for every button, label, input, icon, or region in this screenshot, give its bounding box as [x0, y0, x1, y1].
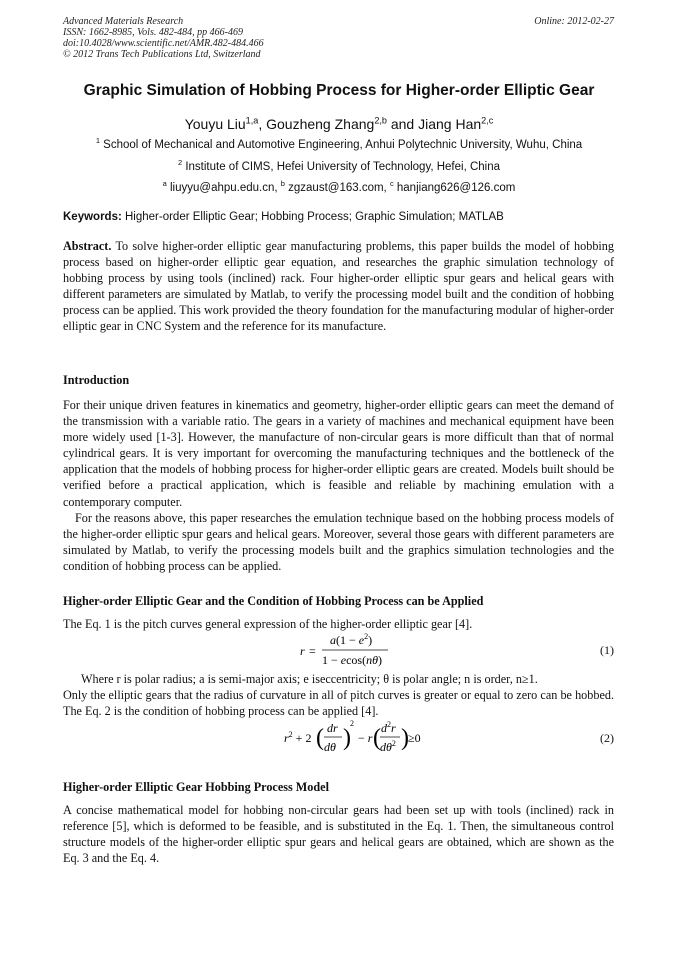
- author-3: Jiang Han: [418, 116, 482, 132]
- introduction-paragraph-1: For their unique driven features in kinematics and geometry, higher-order elliptic gears can meet the demand of the transmission with a variable ratio. The gears in a variety of machines and mechanical equipment have been more widely used [1-3]. However, the manufacture of non-circular gears is more difficult than that of normal cylindrical gears. It is very important for overcoming the manufacturing techniques and the bottleneck of the application that the models of hobbing process for higher-order elliptic gears are created. Models built should be verified before a practical application, which is feasible and reliable by machining emulation with a contemporary computer.: [63, 398, 614, 509]
- section-heading-hobbing-condition: Higher-order Elliptic Gear and the Condition of Hobbing Process can be Applied: [63, 594, 484, 608]
- paper-title: Graphic Simulation of Hobbing Process for Higher-order Elliptic Gear: [83, 82, 595, 99]
- affiliation-2-text: Institute of CIMS, Hefei University of Technology, Hefei, China: [185, 161, 501, 173]
- svg-text:− r: − r: [358, 731, 373, 745]
- affiliation-2: [0, 158, 678, 173]
- equation-2: [284, 718, 424, 760]
- section3-paragraph-1: A concise mathematical model for hobbing non-circular gears had been set up with tools (inclined) rack in reference [5], which is deformed to be feasible, and is substituted in the Eq. 1. Then, the simultaneous control structure models of the higher-order elliptic spur gears and helical gears are obtained, which are shown as the Eq. 3 and the Eq. 4.: [63, 803, 614, 866]
- affiliation-1-marker: 1: [95, 136, 100, 146]
- svg-text:2: 2: [350, 719, 354, 728]
- issn-line: ISSN: 1662-8985, Vols. 482-484, pp 466-469: [63, 27, 243, 38]
- online-date: Online: 2012-02-27: [534, 16, 614, 27]
- svg-text:): ): [343, 725, 351, 751]
- svg-text:1 − ecos(nθ): 1 − ecos(nθ): [322, 653, 383, 667]
- introduction-paragraph-2: For the reasons above, this paper researches the emulation technique based on the hobbing process models of the higher-order elliptic spur gears and helical gears. Moreover, several those gears with different parameters are simulated by Matlab, to verify the processing models built and the graphics simulation technologies and the condition of hobbing process can be applied.: [63, 511, 614, 574]
- svg-text:): ): [401, 725, 409, 751]
- email-c: hanjiang626@126.com: [396, 182, 516, 194]
- equation-1-explanation: [63, 671, 614, 719]
- email-a: liuyyu@ahpu.edu.cn,: [170, 182, 281, 194]
- keywords-label: Keywords:: [63, 211, 122, 223]
- section-heading-hobbing-model: Higher-order Elliptic Gear Hobbing Process Model: [63, 780, 329, 794]
- author-1-affil: 1,a: [245, 115, 259, 126]
- svg-text:dθ2: $d\theta^2$: [380, 739, 396, 754]
- affiliation-2-marker: 2: [177, 158, 183, 168]
- affiliation-1-text: School of Mechanical and Automotive Engineering, Anhui Polytechnic University, Wuhu, China: [103, 139, 583, 151]
- copyright-line: © 2012 Trans Tech Publications Ltd, Switzerland: [63, 49, 261, 60]
- svg-text:dr: dr: [327, 721, 338, 735]
- svg-text:r2 + 2: $r^2 + 2$: [284, 730, 312, 745]
- doi-line: doi:10.4028/www.scientific.net/AMR.482-484.466: [63, 38, 264, 49]
- svg-text:r: r: [300, 644, 305, 658]
- section-heading-introduction: Introduction: [63, 373, 130, 387]
- author-separator: ,: [258, 116, 267, 132]
- abstract-text: To solve higher-order elliptic gear manufacturing problems, this paper builds the model of hobbing process based on higher-order elliptic gear equation, and researches the graphic simulation technology of hobbing process by using tools (inclined) rack. Four higher-order elliptic spur gears and helical gears with different parameters are simulated by Matlab, to verify the processing model built and the condition of hobbing process can be applied. This work provided the theory foundation for the manufacturing modular of higher-order elliptic gear in CNC System and the reference for its manufacture.: [63, 239, 614, 334]
- abstract: [63, 238, 614, 335]
- svg-text:a(1 − e2): $a(1 - e^2)$: [330, 632, 373, 647]
- svg-text:(: (: [373, 725, 381, 751]
- email-c-marker: c: [389, 179, 394, 189]
- svg-text:d2r: $d^2r$: [381, 720, 396, 735]
- author-1: Youyu Liu: [184, 116, 246, 132]
- svg-text:=: =: [309, 644, 316, 658]
- equation-1-number: (1): [600, 643, 614, 657]
- where-text: Where r is polar radius; a is semi-major axis; e iseccentricity; θ is polar angle; n is order, n≥1.: [81, 672, 538, 686]
- author-separator: and: [386, 116, 419, 132]
- keywords-text: Higher-order Elliptic Gear; Hobbing Process; Graphic Simulation; MATLAB: [125, 211, 504, 223]
- svg-text:dθ: dθ: [324, 740, 336, 754]
- email-b: zgzaust@163.com,: [288, 182, 390, 194]
- author-list: [0, 116, 678, 132]
- journal-header: [63, 16, 264, 60]
- author-2-affil: 2,b: [374, 115, 387, 126]
- keywords: [63, 211, 623, 223]
- svg-text:(: (: [316, 725, 324, 751]
- svg-text:≥0: ≥0: [408, 731, 421, 745]
- section2-paragraph-2: Only the elliptic gears that the radius of curvature in all of pitch curves is greater or equal to zero can be hobbed. The Eq. 2 is the condition of hobbing process can be applied [4].: [63, 688, 614, 719]
- email-a-marker: a: [162, 179, 167, 189]
- author-3-affil: 2,c: [481, 115, 494, 126]
- email-line: [0, 179, 678, 194]
- journal-name: Advanced Materials Research: [63, 16, 184, 27]
- abstract-label: Abstract.: [63, 239, 112, 253]
- author-2: Gouzheng Zhang: [266, 116, 375, 132]
- affiliation-1: [0, 136, 678, 151]
- section2-paragraph-1: The Eq. 1 is the pitch curves general expression of the higher-order elliptic gear [4].: [63, 617, 473, 631]
- equation-1: [300, 632, 390, 670]
- equation-2-number: (2): [600, 731, 614, 745]
- email-b-marker: b: [280, 179, 285, 189]
